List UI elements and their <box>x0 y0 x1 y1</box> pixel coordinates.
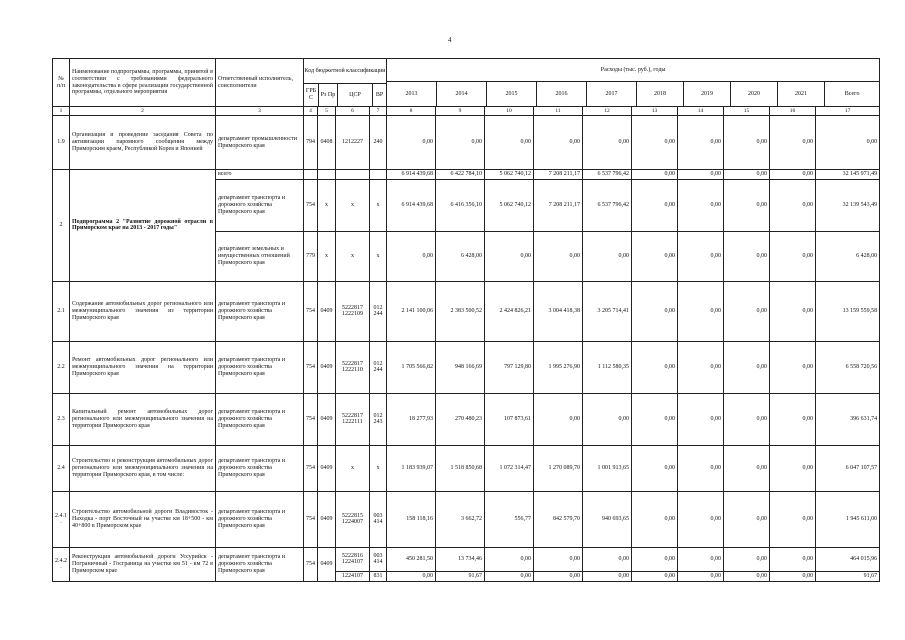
cell-value: 270 480,23 <box>436 393 485 445</box>
colnum: 4 <box>304 107 318 116</box>
cell-total: 1 945 611,00 <box>816 491 880 547</box>
header-year: 2016 <box>537 82 587 106</box>
cell-value: 0,00 <box>678 445 724 491</box>
cell-value: 0,00 <box>387 571 436 581</box>
cell-value: 0,00 <box>770 547 816 571</box>
cell-value: 7 208 211,17 <box>534 179 583 231</box>
header-row <box>53 59 880 107</box>
cell-value: 0,00 <box>678 231 724 281</box>
cell-value: 0,00 <box>770 116 816 170</box>
cell-value: 0,00 <box>534 231 583 281</box>
cell-value: 0,00 <box>632 281 678 341</box>
cell-vr: x <box>370 179 387 231</box>
cell-value: 6 914 439,68 <box>387 170 436 180</box>
row-number: 2.4.1. <box>53 491 70 547</box>
cell-value: 0,00 <box>485 571 534 581</box>
colnum: 8 <box>387 107 436 116</box>
table-row <box>53 491 880 547</box>
row-executor: департамент транспорта и дорожного хозяйства Приморского края <box>216 179 304 231</box>
cell-value: 556,77 <box>485 491 534 547</box>
cell-value: 0,00 <box>534 547 583 571</box>
row-executor: департамент промышленности Приморского края <box>216 116 304 170</box>
cell-csr: x <box>336 445 370 491</box>
colnum: 1 <box>53 107 70 116</box>
cell-value: 91,67 <box>436 571 485 581</box>
cell-value: 1 705 566,82 <box>387 341 436 393</box>
header-total: Всего <box>844 90 860 97</box>
cell-value: 0,00 <box>678 547 724 571</box>
row-name: Строительство и реконструкция автомобильных дорог регионального или межмуниципального значения на территории Приморского края, в том числе: <box>70 445 216 491</box>
cell-value: 0,00 <box>770 571 816 581</box>
cell-value: 0,00 <box>678 491 724 547</box>
cell-value: 0,00 <box>583 231 632 281</box>
cell-value: 2 383 500,52 <box>436 281 485 341</box>
cell-value: 0,00 <box>724 547 770 571</box>
cell-value: 0,00 <box>632 491 678 547</box>
cell-grbs: 754 <box>304 281 318 341</box>
colnum: 9 <box>436 107 485 116</box>
cell-value: 0,00 <box>387 231 436 281</box>
cell-value: 940 693,65 <box>583 491 632 547</box>
cell-value: 0,00 <box>770 445 816 491</box>
cell-value: 0,00 <box>770 231 816 281</box>
cell-value: 6 428,00 <box>436 231 485 281</box>
cell-total: 464 015,96 <box>816 547 880 571</box>
cell-vr: x <box>370 445 387 491</box>
cell-value: 0,00 <box>632 445 678 491</box>
header-rzpr: Рз Пр <box>319 84 338 106</box>
colnum: 2 <box>70 107 216 116</box>
cell-value: 5 062 740,12 <box>485 179 534 231</box>
cell-vr: x <box>370 231 387 281</box>
cell-value: 0,00 <box>485 231 534 281</box>
cell-total: 6 047 107,57 <box>816 445 880 491</box>
cell-value: 3 662,72 <box>436 491 485 547</box>
cell-value: 0,00 <box>485 116 534 170</box>
cell-total: 32 139 543,49 <box>816 179 880 231</box>
cell-value: 0,00 <box>583 116 632 170</box>
colnum: 5 <box>318 107 336 116</box>
colnum: 12 <box>583 107 632 116</box>
row-name: Капитальный ремонт автомобильных дорог регионального или межмуниципального значения на территории Приморского края <box>70 393 216 445</box>
cell-value: 0,00 <box>678 170 724 180</box>
colnum: 15 <box>724 107 770 116</box>
cell-grbs: 754 <box>304 341 318 393</box>
row-name: Содержание автомобильных дорог регионального или межмуниципального значения из территории Приморского края <box>70 281 216 341</box>
table-row <box>53 341 880 393</box>
cell-vr: 831 <box>370 571 387 581</box>
cell-value: 0,00 <box>724 116 770 170</box>
cell-value: 0,00 <box>632 179 678 231</box>
row-executor: департамент транспорта и дорожного хозяйства Приморского края <box>216 281 304 341</box>
cell-value: 0,00 <box>583 571 632 581</box>
cell-value: 0,00 <box>436 116 485 170</box>
cell-value: 1 518 850,68 <box>436 445 485 491</box>
cell-vr <box>370 170 387 180</box>
header-vr: ВР <box>375 91 384 98</box>
cell-value: 0,00 <box>678 179 724 231</box>
row-number: 2 <box>53 170 70 282</box>
cell-csr: 1224107 <box>336 571 370 581</box>
cell-value: 0,00 <box>678 571 724 581</box>
cell-grbs: 754 <box>304 179 318 231</box>
cell-total: 396 631,74 <box>816 393 880 445</box>
cell-value: 0,00 <box>583 393 632 445</box>
cell-vr: 012 244 <box>370 281 387 341</box>
cell-value: 6 537 796,42 <box>583 170 632 180</box>
cell-value: 0,00 <box>770 491 816 547</box>
cell-grbs: 754 <box>304 445 318 491</box>
cell-value: 0,00 <box>632 116 678 170</box>
row-executor: департамент земельных и имущественных отношений Приморского края <box>216 231 304 281</box>
cell-value: 0,00 <box>583 547 632 571</box>
cell-value: 0,00 <box>534 571 583 581</box>
cell-csr: 5222817 1222109 <box>336 281 370 341</box>
row-executor: департамент транспорта и дорожного хозяйства Приморского края <box>216 445 304 491</box>
table-row <box>53 116 880 170</box>
cell-value: 18 277,93 <box>387 393 436 445</box>
header-year: 2021 <box>778 82 825 106</box>
table-row <box>53 547 880 571</box>
header-kbk: Код бюджетной классификации <box>304 59 386 84</box>
cell-value: 0,00 <box>724 179 770 231</box>
cell-vr: 003 414 <box>370 491 387 547</box>
cell-csr: 5222816 1224107 <box>336 547 370 571</box>
colnum: 16 <box>770 107 816 116</box>
cell-value: 0,00 <box>678 116 724 170</box>
cell-value: 6 537 796,42 <box>583 179 632 231</box>
cell-value: 1 112 580,35 <box>583 341 632 393</box>
cell-value: 0,00 <box>724 341 770 393</box>
header-num: № п/п <box>53 59 70 107</box>
cell-value: 0,00 <box>770 393 816 445</box>
cell-csr: x <box>336 231 370 281</box>
colnum: 13 <box>632 107 678 116</box>
cell-vr: 240 <box>370 116 387 170</box>
cell-total: 0,00 <box>816 116 880 170</box>
cell-value: 0,00 <box>678 281 724 341</box>
cell-csr: x <box>336 179 370 231</box>
cell-value: 1 001 913,65 <box>583 445 632 491</box>
cell-value: 6 422 784,10 <box>436 170 485 180</box>
cell-vr: 012 244 <box>370 341 387 393</box>
cell-value: 0,00 <box>724 231 770 281</box>
row-number: 2.2 <box>53 341 70 393</box>
row-name: Реконструкция автомобильной дороги Уссурийск - Пограничный - Госграница на участке км 51 - км 72 в Приморском крае <box>70 547 216 581</box>
table-row <box>53 170 880 180</box>
cell-value: 0,00 <box>678 341 724 393</box>
colnum: 6 <box>336 107 370 116</box>
row-number: 1.9 <box>53 116 70 170</box>
cell-csr: 5222817 1222111 <box>336 393 370 445</box>
header-year: 2019 <box>684 82 731 106</box>
cell-value: 797 129,80 <box>485 341 534 393</box>
cell-rzpr: 0409 <box>318 491 336 547</box>
cell-csr: 5222817 1222110 <box>336 341 370 393</box>
cell-value: 0,00 <box>534 116 583 170</box>
header-year: 2015 <box>487 82 537 106</box>
cell-value: 5 062 740,12 <box>485 170 534 180</box>
cell-total: 6 558 720,56 <box>816 341 880 393</box>
cell-total: 91,67 <box>816 571 880 581</box>
header-grbs: ГРБ С <box>304 84 319 106</box>
colnum: 11 <box>534 107 583 116</box>
cell-value: 13 734,46 <box>436 547 485 571</box>
cell-total: 32 145 971,49 <box>816 170 880 180</box>
cell-total: 13 159 559,58 <box>816 281 880 341</box>
cell-grbs: 754 <box>304 547 318 581</box>
cell-value: 2 141 100,06 <box>387 281 436 341</box>
colnum: 10 <box>485 107 534 116</box>
cell-grbs: 754 <box>304 491 318 547</box>
cell-value: 0,00 <box>770 281 816 341</box>
cell-value: 0,00 <box>632 231 678 281</box>
cell-value: 158 118,16 <box>387 491 436 547</box>
header-year: 2020 <box>731 82 778 106</box>
cell-value: 0,00 <box>770 179 816 231</box>
cell-value: 0,00 <box>632 547 678 571</box>
cell-value: 0,00 <box>387 116 436 170</box>
cell-value: 7 208 211,17 <box>534 170 583 180</box>
cell-value: 6 416 356,10 <box>436 179 485 231</box>
row-number: 2.3 <box>53 393 70 445</box>
cell-value: 3 004 418,38 <box>534 281 583 341</box>
row-number: 2.4.2. <box>53 547 70 581</box>
cell-grbs <box>304 170 318 180</box>
header-year: 2018 <box>637 82 684 106</box>
header-year: 2013 <box>387 82 437 106</box>
cell-vr: 003 414 <box>370 547 387 571</box>
cell-rzpr: 0409 <box>318 445 336 491</box>
row-name: Ремонт автомобильных дорог регионального или межмуниципального значения на территории Приморского края <box>70 341 216 393</box>
row-name: Подпрограмма 2 "Развитие дорожной отрасли в Приморском крае на 2013 - 2017 годы" <box>70 170 216 282</box>
cell-value: 1 270 089,70 <box>534 445 583 491</box>
cell-value: 1 072 314,47 <box>485 445 534 491</box>
row-executor: департамент транспорта и дорожного хозяйства Приморского края <box>216 341 304 393</box>
cell-rzpr: 0409 <box>318 341 336 393</box>
budget-table <box>52 58 880 582</box>
cell-value: 0,00 <box>724 571 770 581</box>
row-name: Строительство автомобильной дороги Владивосток - Находка - порт Восточный на участке км 18+500 - км 40+800 в Приморском крае <box>70 491 216 547</box>
table-row <box>53 393 880 445</box>
table-row <box>53 281 880 341</box>
header-executor: Ответственный исполнитель, соисполнители <box>216 59 304 107</box>
cell-value: 0,00 <box>724 281 770 341</box>
cell-value: 0,00 <box>724 393 770 445</box>
header-year: 2014 <box>437 82 487 106</box>
colnum: 17 <box>816 107 880 116</box>
cell-csr: 1212227 <box>336 116 370 170</box>
row-number: 2.4 <box>53 445 70 491</box>
row-executor: департамент транспорта и дорожного хозяйства Приморского края <box>216 547 304 581</box>
cell-rzpr: 0409 <box>318 547 336 581</box>
cell-value: 3 205 714,41 <box>583 281 632 341</box>
cell-value: 0,00 <box>534 393 583 445</box>
cell-value: 842 579,70 <box>534 491 583 547</box>
cell-grbs: 779 <box>304 231 318 281</box>
cell-csr <box>336 170 370 180</box>
row-name: Организация и проведение заседания Совета по активизации паромного сообщения между Приморским краем, Республикой Корея и Японией <box>70 116 216 170</box>
cell-rzpr: x <box>318 179 336 231</box>
cell-rzpr: 0409 <box>318 281 336 341</box>
page-number: 4 <box>448 36 452 44</box>
row-executor: департамент транспорта и дорожного хозяйства Приморского края <box>216 491 304 547</box>
cell-total: 6 428,00 <box>816 231 880 281</box>
row-executor: всего <box>216 170 304 180</box>
cell-value: 0,00 <box>485 547 534 571</box>
header-expenses: Расходы (тыс. руб.), годы <box>387 59 879 82</box>
cell-value: 0,00 <box>678 393 724 445</box>
cell-value: 450 281,50 <box>387 547 436 571</box>
cell-value: 1 995 276,90 <box>534 341 583 393</box>
cell-value: 948 166,69 <box>436 341 485 393</box>
table-row <box>53 445 880 491</box>
cell-value: 0,00 <box>632 393 678 445</box>
colnum: 3 <box>216 107 304 116</box>
cell-value: 0,00 <box>724 491 770 547</box>
header-csr: ЦСР <box>338 84 373 106</box>
cell-value: 107 873,61 <box>485 393 534 445</box>
header-name: Наименование подпрограммы, программы, принятой в соответствии с требованиями федерального законодательства в сфере реализации государственной программы, отдельного мероприятия <box>70 59 216 107</box>
cell-value: 0,00 <box>724 445 770 491</box>
row-executor: департамент транспорта и дорожного хозяйства Приморского края <box>216 393 304 445</box>
cell-value: 2 424 826,21 <box>485 281 534 341</box>
cell-rzpr: x <box>318 231 336 281</box>
cell-rzpr: 0408 <box>318 116 336 170</box>
colnum: 7 <box>370 107 387 116</box>
cell-vr: 012 243 <box>370 393 387 445</box>
cell-value: 1 183 939,07 <box>387 445 436 491</box>
cell-grbs: 794 <box>304 116 318 170</box>
cell-csr: 5222815 1224007 <box>336 491 370 547</box>
row-number: 2.1 <box>53 281 70 341</box>
cell-value: 0,00 <box>632 571 678 581</box>
cell-value: 0,00 <box>632 341 678 393</box>
colnum: 14 <box>678 107 724 116</box>
cell-rzpr <box>318 170 336 180</box>
cell-grbs: 754 <box>304 393 318 445</box>
cell-value: 0,00 <box>770 341 816 393</box>
column-numbers-row <box>53 107 880 116</box>
header-year: 2017 <box>587 82 637 106</box>
cell-value: 0,00 <box>724 170 770 180</box>
cell-value: 6 914 439,68 <box>387 179 436 231</box>
cell-value: 0,00 <box>770 170 816 180</box>
cell-value: 0,00 <box>632 170 678 180</box>
cell-rzpr: 0409 <box>318 393 336 445</box>
